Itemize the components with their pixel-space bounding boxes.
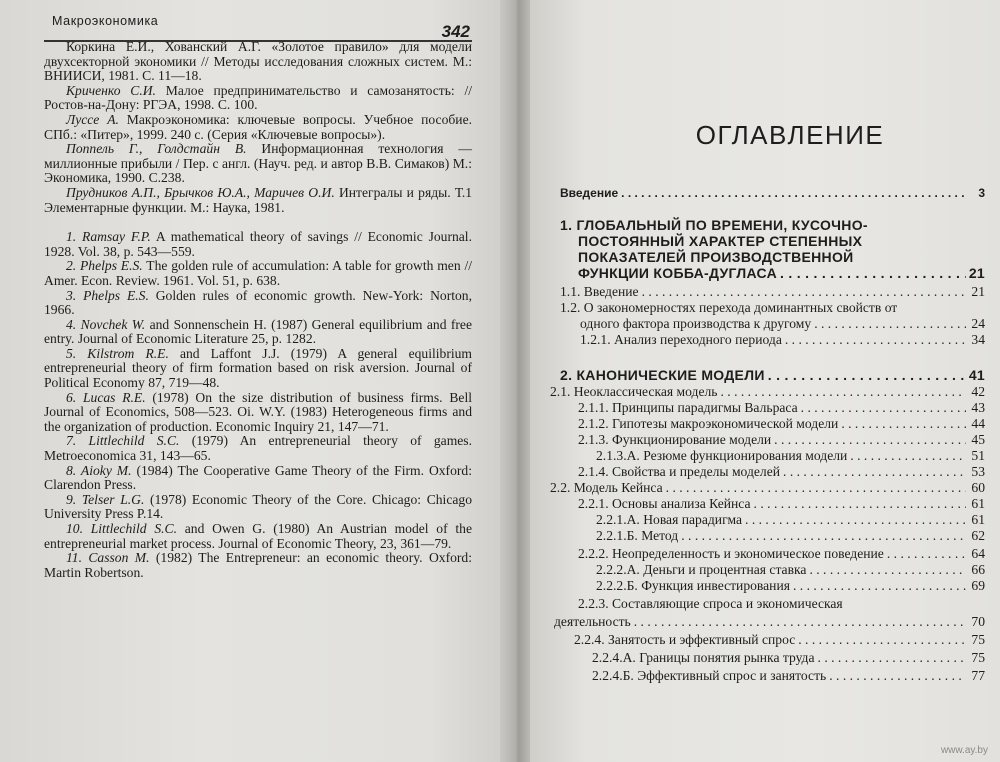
- toc-entry: 2.2.2.А. Деньги и процентная ставка . . . 66: [596, 562, 985, 577]
- toc-entry: 2.2.4.Б. Эффективный спрос и занятость . . . 77: [592, 668, 985, 683]
- reference-text: (1978) On the size distribution of business firms. Bell Journal of Economics, 508—523. Oi. W.Y. (1983) Heterogeneous firms and the organization of production. Economic Inquiry 21, 147—71.: [44, 389, 472, 434]
- reference-entry: [44, 230, 472, 259]
- reference-author: 10. Littlechild S.C.: [66, 521, 177, 536]
- reference-author: 8. Aioky M.: [66, 462, 132, 478]
- toc-entry: 1.2.1. Анализ переходного периода . . . 34: [580, 332, 985, 347]
- reference-author: 9. Telser L.G.: [66, 491, 145, 507]
- reference-author: 1. Ramsay F.P.: [66, 229, 151, 245]
- reference-text: (1979) An entrepreneurial theory of games. Metroeconomica 31, 143—65.: [44, 433, 472, 464]
- running-header: [44, 6, 472, 42]
- toc-entry: деятельность . . . 70: [554, 614, 985, 629]
- reference-text: (1984) The Cooperative Game Theory of the Firm. Oxford: Clarendon Press.: [44, 462, 472, 493]
- reference-author: 2. Phelps E.S.: [66, 258, 143, 274]
- reference-author: 7. Littlechild S.C.: [66, 433, 180, 449]
- toc-entry: 2.2.2.Б. Функция инвестирования . . . 69: [596, 578, 985, 593]
- reference-author: Лусcе А.: [66, 111, 119, 127]
- toc-entry: 2.2.1.А. Новая парадигма . . . 61: [596, 512, 985, 527]
- reference-list: [44, 40, 472, 580]
- toc-entry: одного фактора производства к другому . . . 24: [580, 316, 985, 331]
- reference-entry: [44, 391, 472, 435]
- toc-title: ОГЛАВЛЕНИЕ: [695, 120, 885, 150]
- toc-section-heading: ПОКАЗАТЕЛЕЙ ПРОИЗВОДСТВЕННОЙ: [578, 249, 854, 265]
- reference-entry: [44, 259, 472, 288]
- reference-entry: [44, 289, 472, 318]
- reference-text: Макроэкономика: ключевые вопросы. Учебное пособие. СПб.: «Питер», 1999. 240 с. (Серия «Ключевые вопросы»).: [44, 111, 473, 142]
- reference-author: Криченко С.И.: [66, 82, 156, 98]
- reference-text: (1982) The Entrepreneur: an economic theory. Oxford: Martin Robertson.: [44, 550, 472, 580]
- toc-entry-line: 2.2.3. Составляющие спроса и экономическая: [578, 596, 843, 611]
- toc-entry-line: 1.2. О закономерностях перехода доминантных свойств от: [560, 300, 898, 315]
- toc-entry: Введение . . . 3: [560, 186, 985, 201]
- reference-entry: [44, 493, 472, 522]
- reference-text: Коркина Е.И., Хованский А.Г. «Золотое правило» для модели двухсекторной экономики // Методы исследования сложных систем. М.: ВНИИСИ, 1981. С. 11—18.: [44, 39, 472, 84]
- reference-entry: [44, 551, 472, 580]
- right-page: [530, 0, 1000, 762]
- toc-entry: 2.2.1. Основы анализа Кейнса . . . 61: [578, 496, 985, 511]
- reference-entry: [44, 318, 472, 347]
- reference-entry: [44, 522, 472, 551]
- header-title: Макроэкономика: [52, 14, 159, 28]
- reference-text: Интегралы и ряды. Т.1 Элементарные функции. М.: Наука, 1981.: [44, 184, 473, 215]
- reference-author: 5. Kilstrom R.E.: [66, 345, 169, 361]
- reference-author: Поппель Г., Голдстайн В.: [66, 141, 247, 157]
- toc-section-heading: 1. ГЛОБАЛЬНЫЙ ПО ВРЕМЕНИ, КУСОЧНО-: [560, 217, 868, 233]
- toc-section-heading: ПОСТОЯННЫЙ ХАРАКТЕР СТЕПЕННЫХ: [578, 233, 863, 249]
- toc-entry: 2.2.2. Неопределенность и экономическое поведение . . . 64: [578, 546, 985, 561]
- reference-text: Golden rules of economic growth. New-York: Norton, 1966.: [44, 287, 473, 318]
- reference-text: (1978) Economic Theory of the Core. Chicago: Chicago University Press P.14.: [44, 491, 472, 522]
- toc-entry: 2.1.3.А. Резюме функционирования модели . . . 51: [596, 448, 985, 463]
- reference-entry: [44, 142, 472, 186]
- toc-entry: 2.1.3. Функционирование модели . . . 45: [578, 432, 985, 447]
- reference-text: and Sonnenschein H. (1987) General equilibrium and free entry. Journal of Economic Literature 25, p. 1282.: [44, 316, 472, 347]
- reference-entry: [44, 84, 472, 113]
- reference-text: Информационная технология — миллионные прибыли / Пер. с англ. (Науч. ред. и автор В.В. Симаков) М.: Экономика, 1990. С.238.: [44, 141, 472, 186]
- reference-text: Малое предпринимательство и самозанятость: // Ростов-на-Дону: РГЭА, 1998. С. 100.: [44, 82, 472, 113]
- toc-entry: 2. КАНОНИЧЕСКИЕ МОДЕЛИ . . . 41: [560, 368, 985, 383]
- toc-entry: 2.2. Модель Кейнса . . . 60: [550, 480, 985, 495]
- toc-entry: 1.1. Введение . . . 21: [560, 284, 985, 299]
- reference-author: 6. Lucas R.E.: [66, 389, 146, 405]
- reference-author: 4. Novchek W.: [66, 316, 146, 332]
- page-number: 342: [441, 22, 470, 41]
- reference-text: A mathematical theory of savings // Economic Journal. 1928. Vol. 38, p. 543—559.: [44, 229, 472, 259]
- reference-entry: [44, 40, 472, 84]
- toc-entry: 2.2.4. Занятость и эффективный спрос . . . 75: [574, 632, 985, 647]
- reference-entry: [44, 464, 472, 493]
- toc-entry: 2.2.4.А. Границы понятия рынка труда . . . 75: [592, 650, 985, 665]
- watermark: www.ay.by: [940, 745, 988, 756]
- reference-text: The golden rule of accumulation: A table for growth men // Amer. Econ. Review. 1961. Vol. 51, p. 638.: [44, 258, 472, 288]
- toc-entry: 2.2.1.Б. Метод . . . 62: [596, 528, 985, 543]
- book-gutter: [500, 0, 534, 762]
- toc-entry: 2.1.4. Свойства и пределы моделей . . . 53: [578, 464, 985, 479]
- toc-entry: 2.1.1. Принципы парадигмы Вальраса . . . 43: [578, 400, 985, 415]
- reference-text: and Owen G. (1980) An Austrian model of the entrepreneurial market process. Journal of Economic Theory, 23, 361—79.: [44, 521, 472, 551]
- toc-entry: 2.1.2. Гипотезы макроэкономической модели . . . 44: [578, 416, 985, 431]
- reference-entry: [44, 186, 472, 215]
- reference-author: 11. Casson M.: [66, 550, 150, 566]
- reference-author: 3. Phelps E.S.: [66, 287, 149, 303]
- reference-author: Прудников А.П., Брычков Ю.А., Маричев О.И.: [66, 184, 335, 200]
- toc-entry: ФУНКЦИИ КОББА-ДУГЛАСА . . . 21: [578, 266, 985, 281]
- reference-entry: [44, 434, 472, 463]
- reference-text: and Laffont J.J. (1979) A general equilibrium entrepreneurial theory of firm formation based on risk aversion. Journal of Political Economy 87, 719—48.: [44, 345, 473, 391]
- reference-entry: [44, 113, 472, 142]
- toc-entry: 2.1. Неоклассическая модель . . . 42: [550, 384, 985, 399]
- reference-entry: [44, 347, 472, 391]
